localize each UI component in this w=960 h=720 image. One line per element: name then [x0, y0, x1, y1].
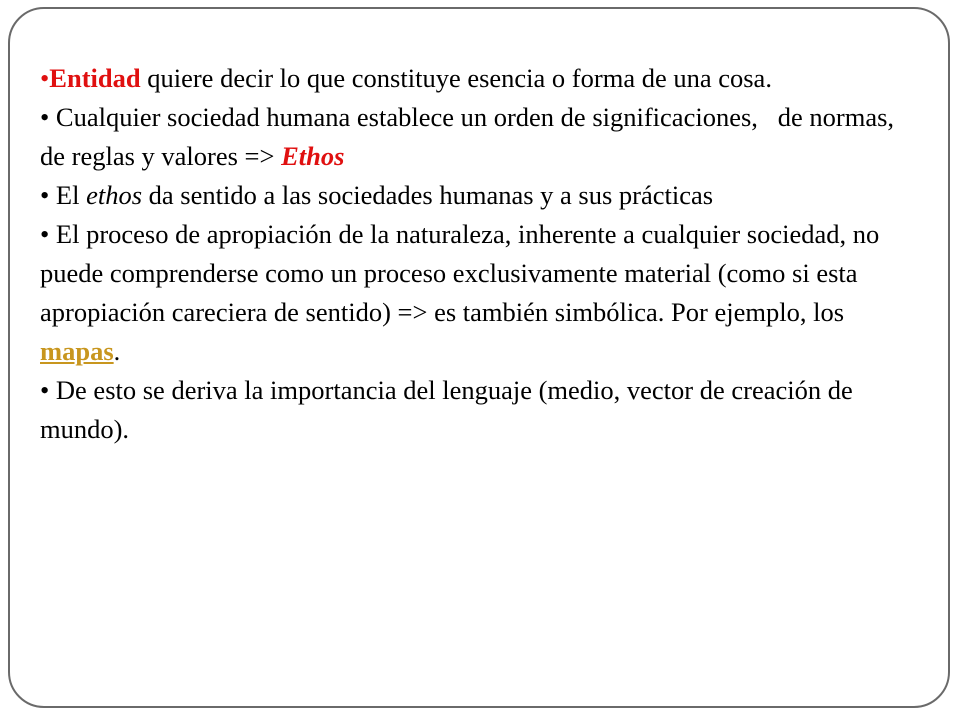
term-ethos: Ethos [281, 141, 345, 171]
bullet-icon: • [40, 63, 50, 93]
bullet-icon: • [40, 375, 50, 405]
paragraph-apropiacion [40, 215, 910, 371]
paragraph-entidad [40, 59, 910, 98]
term-ethos-italic: ethos [86, 180, 143, 210]
slide-content [40, 59, 910, 449]
paragraph-text: da sentido a las sociedades humanas y a sus prácticas [142, 180, 714, 210]
paragraph-text: El proceso de apropiación de la naturaleza, inherente a cualquier sociedad, no puede comprenderse como un proceso exclusivamente material (como si esta apropiación careciera de sentido) => es también simbólica. Por ejemplo, los [40, 219, 880, 327]
paragraph-text: El [49, 180, 87, 210]
bullet-icon: • [40, 219, 50, 249]
term-entidad: Entidad [49, 63, 141, 93]
paragraph-text: De esto se deriva la importancia del lenguaje (medio, vector de creación de mundo). [40, 375, 853, 444]
paragraph-text: Cualquier sociedad humana establece un orden de significaciones, de normas, de reglas y valores => [40, 102, 901, 171]
bullet-icon: • [40, 102, 50, 132]
paragraph-lenguaje [40, 371, 910, 449]
paragraph-sociedad [40, 98, 910, 176]
paragraph-ethos [40, 176, 910, 215]
paragraph-text: . [113, 336, 121, 366]
paragraph-text: quiere decir lo que constituye esencia o forma de una cosa. [140, 63, 772, 93]
mapas-link[interactable]: mapas [40, 336, 114, 366]
bullet-icon: • [40, 180, 50, 210]
